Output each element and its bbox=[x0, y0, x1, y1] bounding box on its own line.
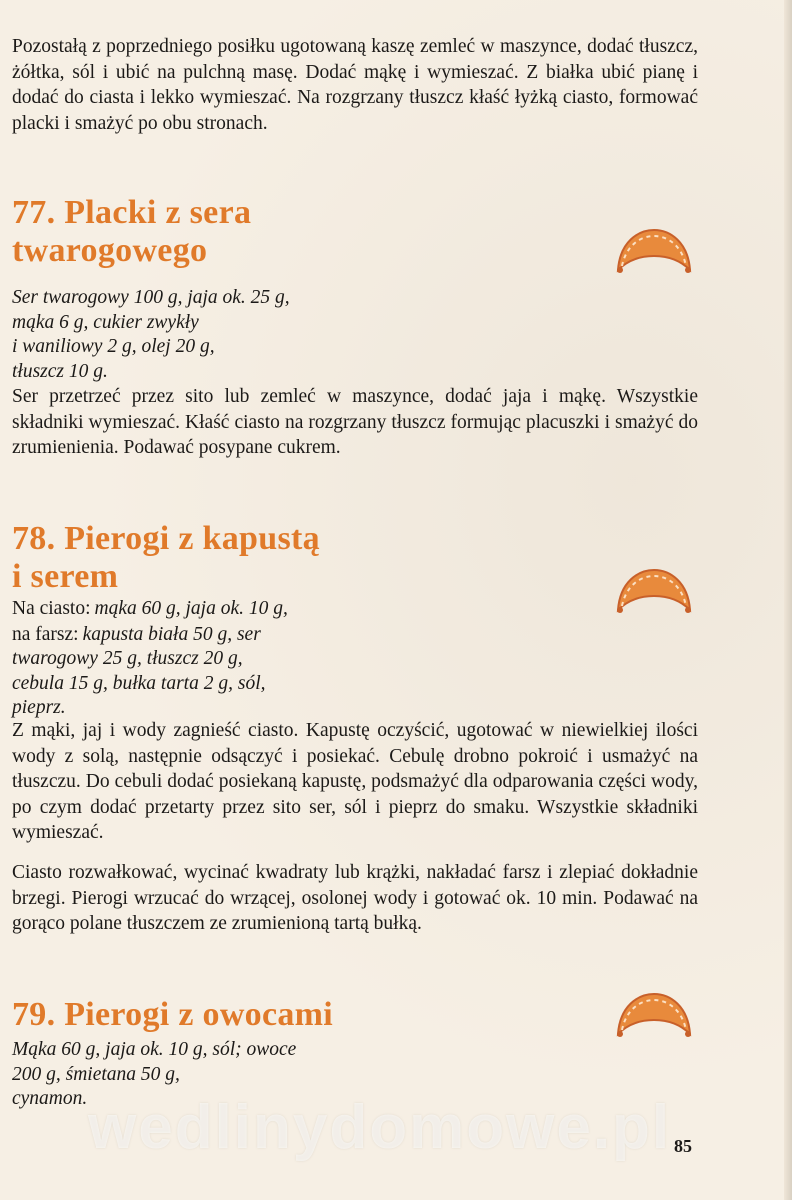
recipe-79-title: 79. Pierogi z owocami bbox=[12, 996, 334, 1033]
intro-paragraph: Pozostałą z poprzedniego posiłku ugotowaną kaszę zemleć w maszynce, dodać tłuszcz, żółtka, sól i ubić na pulchną masę. Dodać mąkę i wymieszać. Z białka ubić pianę i dodać do ciasta i lekko wymieszać. Na rozgrzany tłuszcz kłaść łyżką ciasto, formować placki i smażyć po obu stronach. bbox=[12, 36, 698, 134]
watermark: wedlinydomowe.pl bbox=[88, 1093, 672, 1162]
recipe-79-ingredients: Mąka 60 g, jaja ok. 10 g, sól; owoce 200 g, śmietana 50 g, cynamon. bbox=[12, 1039, 297, 1109]
recipe-78-instructions-2: Ciasto rozwałkować, wycinać kwadraty lub krążki, nakładać farsz i zlepiać dokładnie brzegi. Pierogi wrzucać do wrzącej, osolonej wody i gotować ok. 10 min. Podawać na gorąco polane tłuszczem ze zrumienioną tartą bułką. bbox=[12, 862, 698, 934]
page-edge bbox=[784, 0, 792, 1200]
recipe-77-ingredients: Ser twarogowy 100 g, jaja ok. 25 g, mąka 6 g, cukier zwykły i waniliowy 2 g, olej 20 g, tłuszcz 10 g. bbox=[12, 287, 290, 382]
recipe-77-instructions: Ser przetrzeć przez sito lub zemleć w maszynce, dodać jaja i mąkę. Wszystkie składniki wymieszać. Kłaść ciasto na rozgrzany tłuszcz formując placuszki i smażyć do zrumienienia. Podawać posypane cukrem. bbox=[12, 386, 698, 458]
page-number: 85 bbox=[674, 1136, 692, 1156]
filling-label: na farsz: bbox=[12, 623, 79, 645]
filling-ingredients: kapusta biała 50 g, ser twarogowy 25 g, tłuszcz 20 g, cebula 15 g, bułka tarta 2 g, sól, pieprz. bbox=[12, 623, 266, 718]
pierogi-icon bbox=[612, 990, 696, 1040]
dough-ingredients: mąka 60 g, jaja ok. 10 g, bbox=[94, 598, 288, 619]
recipe-78-title: 78. Pierogi z kapustą i serem bbox=[12, 520, 320, 595]
recipe-77-title: 77. Placki z sera twarogowego bbox=[12, 194, 252, 269]
recipe-78-instructions-1: Z mąki, jaj i wody zagnieść ciasto. Kapustę oczyścić, ugotować w niewielkiej ilości wody z solą, następnie odsączyć i posiekać. Cebulę drobno pokroić i usmażyć na tłuszczu. Do cebuli dodać posiekaną kapustę, podsmażyć dla odparowania części wody, po czym dodać przetarty przez sito ser, sól i pieprz do smaku. Wszystkie składniki wymieszać. bbox=[12, 720, 698, 843]
dough-label: Na ciasto: bbox=[12, 598, 91, 619]
recipe-78-ingredients bbox=[12, 596, 698, 721]
pierogi-icon bbox=[612, 226, 696, 276]
